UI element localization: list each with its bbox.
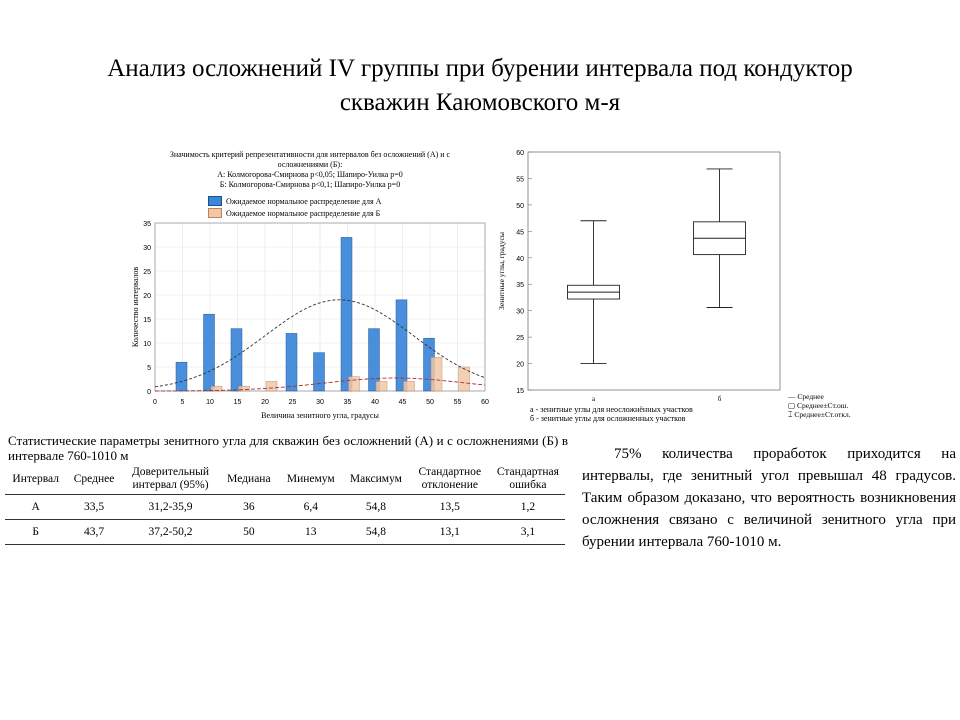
table-cell: 31,2-35,9: [122, 495, 220, 520]
bar-а: [176, 362, 187, 391]
x-tick-label: 10: [206, 399, 214, 406]
table-cell: 36: [219, 495, 278, 520]
x-tick-label: 30: [316, 399, 324, 406]
page-title: Анализ осложнений IV группы при бурении интервала под кондуктор скважин Каюмовского м-я: [107, 55, 853, 116]
table-header-cell: Медиана: [219, 464, 278, 495]
histogram-chart: [130, 218, 490, 428]
table-title: Статистические параметры зенитного угла для скважин без осложнений (А) и с осложнениями (Б) в интервале 760-1010 м: [8, 433, 568, 463]
legend-label-a: Ожидаемое нормальное распределение для А: [226, 196, 382, 206]
table-row: [5, 520, 565, 545]
stats-table: [5, 464, 565, 545]
y-tick-label: 5: [147, 365, 151, 372]
legend-item-b: [208, 208, 380, 218]
boxplot-legend-item: ▢ Среднее±Ст.ош.: [788, 401, 849, 410]
x-tick-label: 35: [343, 399, 352, 406]
x-tick-label: 20: [261, 399, 269, 406]
y-tick-label: 15: [143, 317, 151, 324]
bar-а: [204, 314, 215, 391]
y-tick-label: 45: [516, 229, 524, 237]
table-header-cell: Стандартное отклонение: [409, 464, 491, 495]
boxplot-legend: [788, 392, 851, 419]
table-cell: 1,2: [491, 495, 565, 520]
conclusion-text: 75% количества проработок приходится на интервалы, где зенитный угол превышал 48 градусов. Таким образом доказано, что вероятность возникновения осложнения связано с величиной зенитного угла при бурении интервала 760-1010 м.: [582, 446, 956, 550]
bar-б: [376, 381, 387, 391]
y-tick-label: 40: [516, 255, 524, 263]
table-header-cell: Доверительный интервал (95%): [122, 464, 220, 495]
table-cell: 54,8: [343, 520, 409, 545]
bar-б: [239, 386, 250, 391]
y-tick-label: 15: [516, 388, 524, 395]
y-tick-label: 35: [516, 282, 524, 290]
table-cell: 37,2-50,2: [122, 520, 220, 545]
legend-item-a: [208, 196, 381, 206]
x-tick-label: 25: [288, 399, 297, 406]
x-tick-label: 45: [398, 399, 407, 406]
boxplot-legend-item: — Среднее: [788, 392, 824, 401]
table-cell: 13,1: [409, 520, 491, 545]
y-tick-label: 55: [516, 176, 524, 184]
bar-б: [431, 357, 442, 391]
y-tick-label: 0: [147, 389, 151, 396]
x-tick-label: 50: [426, 399, 434, 406]
histogram-title-line: осложнениями (Б):: [277, 160, 343, 169]
table-header-cell: Минемум: [278, 464, 343, 495]
table-header-cell: Интервал: [5, 464, 66, 495]
boxplot-legend-label: Среднее±Ст.откл.: [794, 410, 851, 419]
x-axis-label: Величина зенитного угла, градусы: [261, 411, 379, 420]
y-tick-label: 35: [143, 221, 151, 228]
boxplot-legend-label: Среднее: [797, 392, 824, 401]
y-tick-label: 60: [516, 150, 524, 157]
bar-а: [286, 333, 297, 391]
table-cell: 50: [219, 520, 278, 545]
legend-swatch-b: [208, 208, 222, 218]
bar-б: [349, 377, 360, 391]
boxplot-legend-label: Среднее±Ст.ош.: [796, 401, 849, 410]
histogram-title-line: Б: Колмогорова-Смирнова p<0,1; Шапиро-Уилка p=0: [219, 180, 401, 189]
y-tick-label: 50: [516, 202, 524, 210]
y-tick-label: 25: [143, 269, 151, 276]
y-tick-label: 25: [516, 335, 524, 343]
y-tick-label: 10: [143, 341, 151, 348]
x-tick-label: а: [591, 395, 596, 403]
bar-а: [396, 300, 407, 391]
table-header-row: [5, 464, 565, 495]
boxplot-chart: [490, 145, 790, 405]
table-header-cell: Максимум: [343, 464, 409, 495]
x-tick-label: 5: [180, 399, 185, 406]
bar-а: [231, 329, 242, 391]
x-tick-label: 15: [233, 399, 242, 406]
y-tick-label: 30: [143, 245, 151, 252]
plot-frame: [528, 152, 780, 390]
legend-label-b: Ожидаемое нормальное распределение для Б: [226, 208, 381, 218]
table-cell: 6,4: [278, 495, 343, 520]
table-cell: 43,7: [66, 520, 121, 545]
x-tick-label: 40: [371, 399, 379, 406]
x-tick-label: б: [717, 395, 722, 403]
boxplot-caption: а - зенитные углы для неосложнённых участков: [530, 405, 693, 414]
y-tick-label: 30: [516, 308, 524, 316]
x-tick-label: 55: [453, 399, 462, 406]
table-cell: 54,8: [343, 495, 409, 520]
table-header-cell: Стандартная ошибка: [491, 464, 565, 495]
table-cell: 33,5: [66, 495, 121, 520]
table-cell: 13,5: [409, 495, 491, 520]
boxplot-captions: [530, 405, 693, 423]
bar-б: [266, 381, 277, 391]
y-tick-label: 20: [143, 293, 151, 300]
legend-swatch-a: [208, 196, 222, 206]
x-tick-label: 0: [153, 399, 157, 406]
bar-б: [404, 381, 415, 391]
table-header-cell: Среднее: [66, 464, 121, 495]
boxplot-caption: б - зенитные углы для осложненных участков: [530, 414, 686, 423]
histogram-title-line: А: Колмогорова-Смирнова p<0,05; Шапиро-Уилка p=0: [217, 170, 403, 179]
bar-а: [341, 237, 352, 391]
table-cell: Б: [5, 520, 66, 545]
histogram-title: [140, 150, 480, 190]
x-tick-label: 60: [481, 399, 489, 406]
boxplot-legend-item: ⌶ Среднее±Ст.откл.: [788, 410, 851, 419]
table-cell: А: [5, 495, 66, 520]
table-cell: 3,1: [491, 520, 565, 545]
y-tick-label: 20: [516, 361, 524, 369]
bar-а: [314, 353, 325, 391]
table-row: [5, 495, 565, 520]
y-axis-label: Количество интервалов: [131, 266, 140, 348]
table-cell: 13: [278, 520, 343, 545]
y-axis-label: Зенитные углы, градусы: [497, 232, 506, 310]
histogram-title-line: Значимость критерий репрезентативности для интервалов без осложнений (А) и с: [169, 150, 451, 159]
